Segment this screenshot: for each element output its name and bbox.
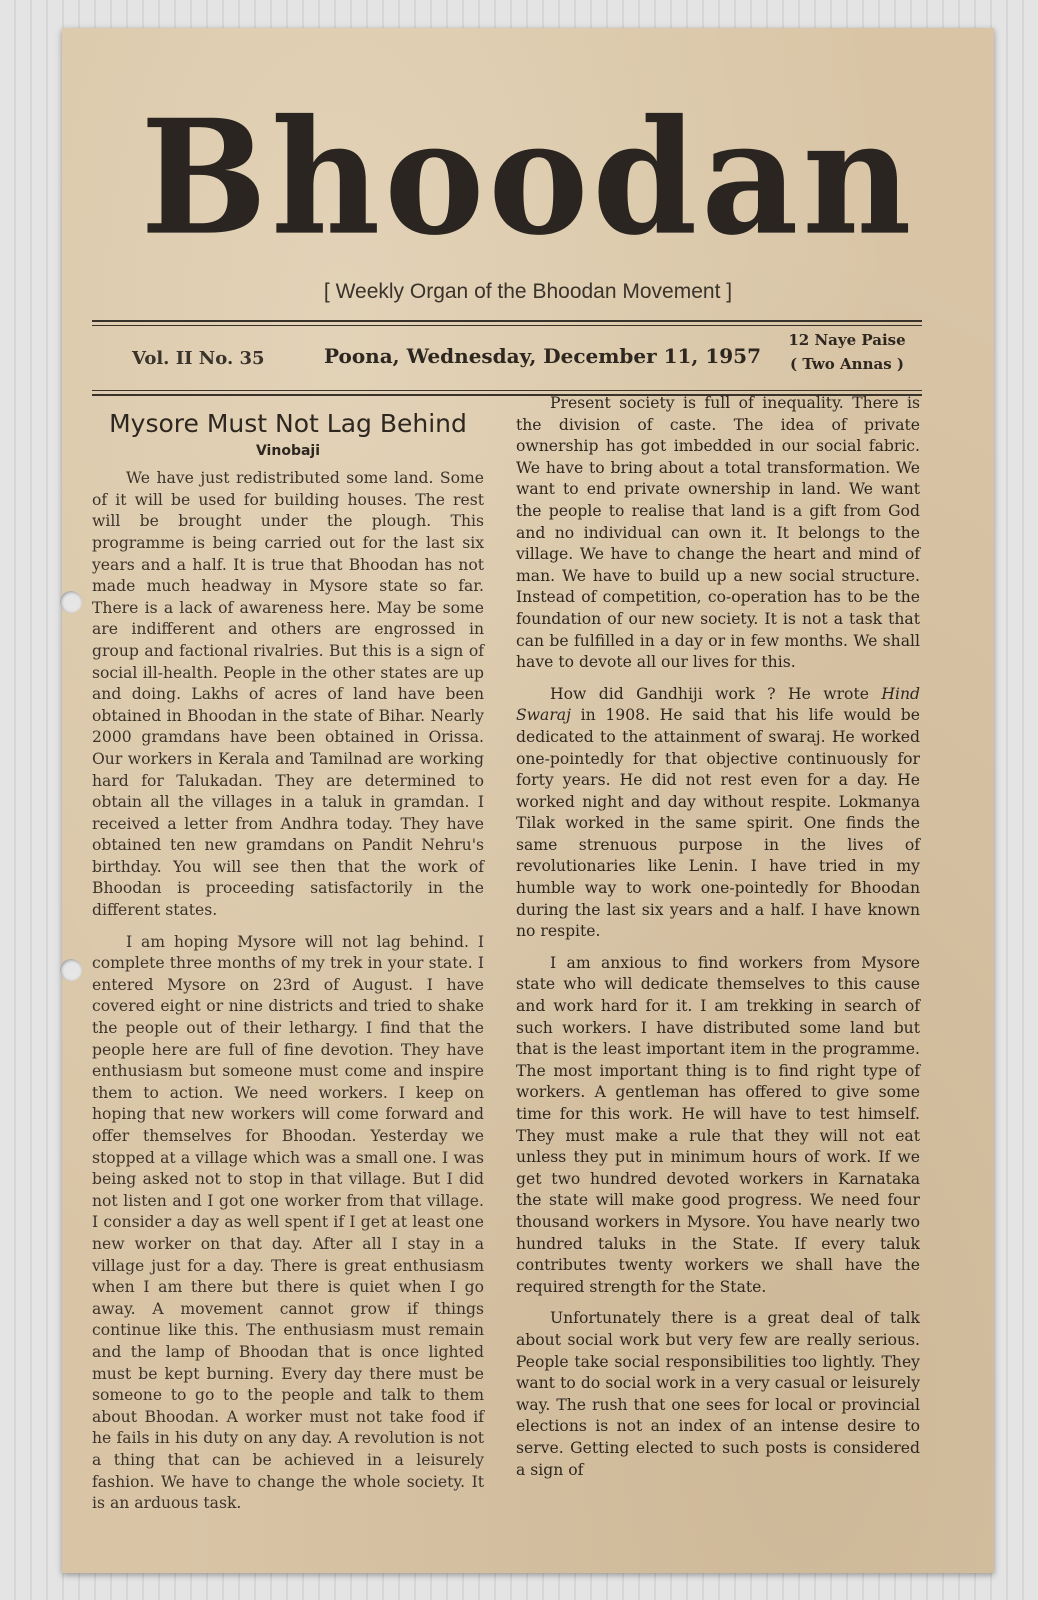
top-rule <box>92 320 922 322</box>
punch-hole-lower <box>60 959 82 981</box>
price-annas: ( Two Annas ) <box>790 355 904 373</box>
newspaper-page <box>62 28 994 1573</box>
place-date: Poona, Wednesday, December 11, 1957 <box>324 344 762 368</box>
article-paragraph: Present society is full of inequality. There is the division of caste. The idea of private ownership has got imbedded in our social fabric. We have to bring about a total transformation. We want to end private ownership in land. We want the people to realise that land is a gift from God and no individual can own it. It belongs to the village. We have to change the heart and mind of man. We have to build up a new social structure. Instead of competition, co-operation has to be the foundation of our new society. It is not a task that can be fulfilled in a day or in few months. We shall have to devote all our lives for this. <box>516 394 920 672</box>
article-paragraph: I am hoping Mysore will not lag behind. I complete three months of my trek in your state. I entered Mysore on 23rd of August. I have covered eight or nine districts and tried to shake the people out of their lethargy. I find that the people here are full of fine devotion. They have enthusiasm but someone must come and inspire them to action. We need workers. I keep on hoping that new workers will come forward and offer themselves for Bhoodan. Yesterday we stopped at a village which was a small one. I was being asked not to stop in that village. But I did not listen and I got one worker from that village. I consider a day as well spent if I get at least one new worker on that day. After all I stay in a village just for a day. There is great enthusiasm when I am there but there is quiet when I go away. A movement cannot grow if things continue like this. The enthusiasm must remain and the lamp of Bhoodan that is once lighted must be kept burning. Every day there must be someone to go to the people and talk to them about Bhoodan. A worker must not take food if he fails in his duty on any day. A revolution is not a thing that can be achieved in a leisurely fashion. We have to change the whole society. It is an arduous task. <box>92 932 484 1513</box>
top-rule-thin <box>92 325 922 326</box>
punch-hole-upper <box>60 591 82 613</box>
masthead-subtitle: [ Weekly Organ of the Bhoodan Movement ] <box>323 280 733 303</box>
article-paragraph: Unfortunately there is a great deal of talk about social work but very few are really serious. People take social responsibilities too lightly. They want to do social work in a very casual or leisurely way. The rush that one sees for local or provincial elections is not an index of an intense desire to serve. Getting elected to such posts is considered a sign of <box>516 1309 920 1479</box>
bottom-rule-thin <box>92 390 922 391</box>
text-run: in 1908. He said that his life would be dedicated to the attainment of swaraj. He worked one-pointedly for that objective continuously for forty years. He did not rest even for a day. He worked night and day without respite. Lokmanya Tilak worked in the same spirit. One finds the same strenuous purpose in the lives of revolutionaries like Lenin. I have tried in my humble way to work one-pointedly for Bhoodan during the last six years and a half. I have known no respite. <box>516 706 920 941</box>
masthead-title: Bhoodan <box>140 85 916 271</box>
dateline <box>92 331 922 394</box>
article-paragraph: I am anxious to find workers from Mysore state who will dedicate themselves to this cause and work hard for it. I am trekking in search of such workers. I have distributed some land but that is the least important item in the programme. The most important thing is to find right type of workers. A gentleman has offered to give some time for this work. He will have to test himself. They must make a rule that they will not eat unless they put in minimum hours of work. If we get two hundred devoted workers in Karnataka the state will make good progress. We need four thousand workers in Mysore. You have nearly two hundred taluks in the State. If every taluk contributes twenty workers we shall have the required strength for the State. <box>516 953 920 1296</box>
article-byline: Vinobaji <box>255 442 321 459</box>
volume-number: Vol. II No. 35 <box>132 348 265 369</box>
article-paragraph: We have just redistributed some land. Some of it will be used for building houses. The rest will be brought under the plough. This programme is being carried out for the last six years and a half. It is true that Bhoodan has not made much headway in Mysore state so far. There is a lack of awareness here. May be some are indifferent and others are engrossed in group and factional rivalries. But this is a sign of social ill-health. People in the other states are up and doing. Lakhs of acres of land have been obtained in Bhoodan in the state of Bihar. Nearly 2000 gramdans have been obtained in Orissa. Our workers in Kerala and Tamilnad are working hard for Talukadan. They are determined to obtain all the villages in a taluk in gramdan. I received a letter from Andhra today. They have obtained ten new gramdans on Pandit Nehru's birthday. You will see then that the work of Bhoodan is proceeding satisfactorily in the different states. <box>92 469 484 920</box>
article-right-column <box>516 393 920 1491</box>
price-box <box>772 328 922 376</box>
book-title: Hind Swaraj <box>516 684 920 725</box>
article-headline: Mysore Must Not Lag Behind <box>109 409 467 438</box>
text-run: How did Gandhiji work ? He wrote <box>550 684 882 703</box>
price-paise: 12 Naye Paise <box>788 331 906 349</box>
article-paragraph <box>516 684 920 943</box>
article-left-column <box>92 409 484 1525</box>
